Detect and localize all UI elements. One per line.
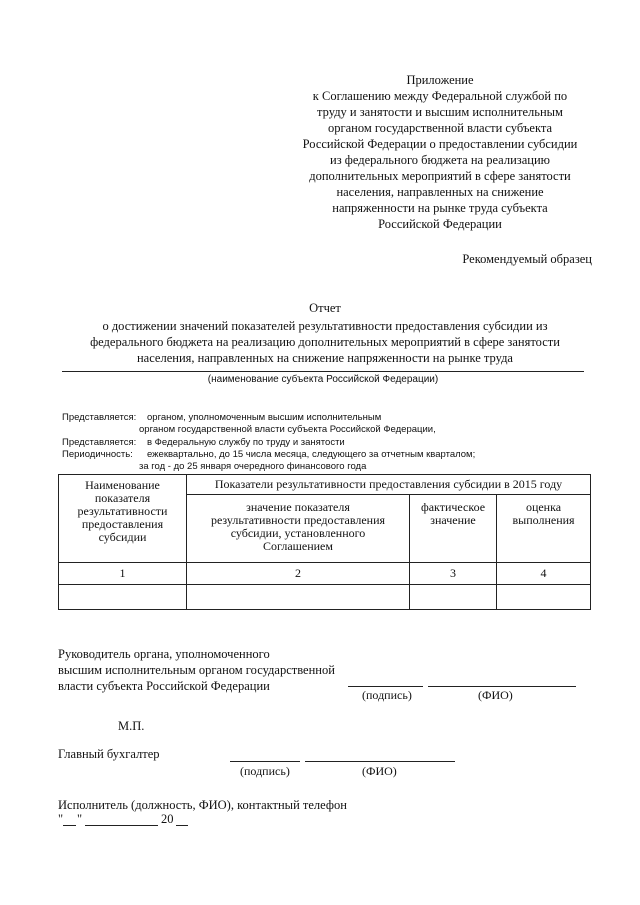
sample-label: Рекомендуемый образец	[462, 252, 592, 266]
actual-value-header	[410, 495, 497, 563]
date-open-quote: "	[58, 812, 64, 826]
accountant-fio-caption: (ФИО)	[362, 764, 397, 778]
column-number: 1	[59, 563, 187, 585]
subject-name-line	[62, 371, 584, 372]
date-year-line[interactable]	[176, 825, 188, 826]
appendix-line: напряженности на рынке труда субъекта	[332, 201, 548, 215]
head-signature-caption: (подпись)	[362, 688, 412, 702]
header-line: значение	[430, 513, 476, 527]
appendix-line: Приложение	[406, 73, 474, 87]
column-number-row	[59, 563, 591, 585]
group-header: Показатели результативности предоставления субсидии в 2015 году	[187, 475, 591, 495]
accountant-label: Главный бухгалтер	[58, 747, 160, 761]
appendix-line: населения, направленных на снижение	[336, 185, 544, 199]
date-month-line[interactable]	[85, 825, 158, 826]
column-number: 2	[187, 563, 410, 585]
period-value: за год - до 25 января очередного финансового года	[139, 461, 367, 472]
planned-value-header	[187, 495, 410, 563]
header-line: субсидии, установленного	[230, 526, 366, 540]
period-label: Периодичность:	[62, 449, 133, 460]
header-line: результативности предоставления	[210, 513, 386, 527]
subject-caption: (наименование субъекта Российской Федерации)	[207, 374, 439, 385]
table-cell[interactable]	[187, 585, 410, 610]
report-subtitle-line: населения, направленных на снижение напряженности на рынке труда	[136, 351, 513, 365]
head-title-line: Руководитель органа, уполномоченного	[58, 647, 270, 661]
header-line: результативности	[77, 504, 168, 518]
submitter-label: Представляется:	[62, 412, 137, 423]
head-title-line: высшим исполнительным органом государственной	[58, 663, 335, 677]
appendix-line: Российской Федерации о предоставлении субсидии	[302, 137, 578, 151]
accountant-fio-line[interactable]	[305, 761, 455, 762]
table-cell[interactable]	[59, 585, 187, 610]
date-year-prefix: 20	[161, 812, 174, 826]
appendix-line: дополнительных мероприятий в сфере занятости	[309, 169, 571, 183]
header-line: выполнения	[512, 513, 575, 527]
column-number: 4	[497, 563, 591, 585]
assessment-header	[497, 495, 591, 563]
period-value: ежеквартально, до 15 числа месяца, следующего за отчетным кварталом;	[147, 449, 476, 460]
header-line: фактическое	[420, 500, 486, 514]
executor-label: Исполнитель (должность, ФИО), контактный телефон	[58, 798, 347, 812]
accountant-signature-line[interactable]	[230, 761, 300, 762]
report-subtitle	[60, 318, 590, 366]
table-cell[interactable]	[410, 585, 497, 610]
date-close-quote: "	[77, 812, 83, 826]
header-line: Наименование	[85, 478, 160, 492]
table-header-row	[59, 475, 591, 495]
report-subtitle-line: федерального бюджета на реализацию дополнительных мероприятий в сфере занятости	[90, 335, 560, 349]
report-title: Отчет	[309, 301, 341, 315]
head-fio-line[interactable]	[428, 686, 576, 687]
head-title-line: власти субъекта Российской Федерации	[58, 679, 270, 693]
column-number: 3	[410, 563, 497, 585]
submitter-value: органом государственной власти субъекта Российской Федерации,	[139, 424, 436, 435]
accountant-signature-caption: (подпись)	[240, 764, 290, 778]
header-line: Соглашением	[263, 539, 333, 553]
indicator-name-header	[59, 475, 187, 563]
head-title	[58, 646, 335, 694]
appendix-line: Российской Федерации	[378, 217, 502, 231]
head-signature-line[interactable]	[348, 686, 423, 687]
head-fio-caption: (ФИО)	[478, 688, 513, 702]
header-line: показателя	[94, 491, 151, 505]
recipient-label: Представляется:	[62, 437, 137, 448]
header-line: значение показателя	[246, 500, 350, 514]
stamp-label: М.П.	[118, 719, 145, 733]
appendix-block	[290, 72, 590, 232]
report-subtitle-line: о достижении значений показателей результативности предоставления субсидии из	[102, 319, 548, 333]
submitter-value: органом, уполномоченным высшим исполнительным	[147, 412, 382, 423]
appendix-line: органом государственной власти субъекта	[327, 121, 553, 135]
appendix-line: труду и занятости и высшим исполнительным	[317, 105, 563, 119]
header-line: оценка	[525, 500, 562, 514]
table-cell[interactable]	[497, 585, 591, 610]
header-line: субсидии	[98, 530, 147, 544]
recipient-value: в Федеральную службу по труду и занятости	[147, 437, 345, 448]
table-row	[59, 585, 591, 610]
indicators-table	[58, 474, 591, 610]
header-line: предоставления	[81, 517, 164, 531]
date-day-line[interactable]	[63, 825, 76, 826]
appendix-line: из федерального бюджета на реализацию	[330, 153, 550, 167]
appendix-line: к Соглашению между Федеральной службой по	[312, 89, 568, 103]
